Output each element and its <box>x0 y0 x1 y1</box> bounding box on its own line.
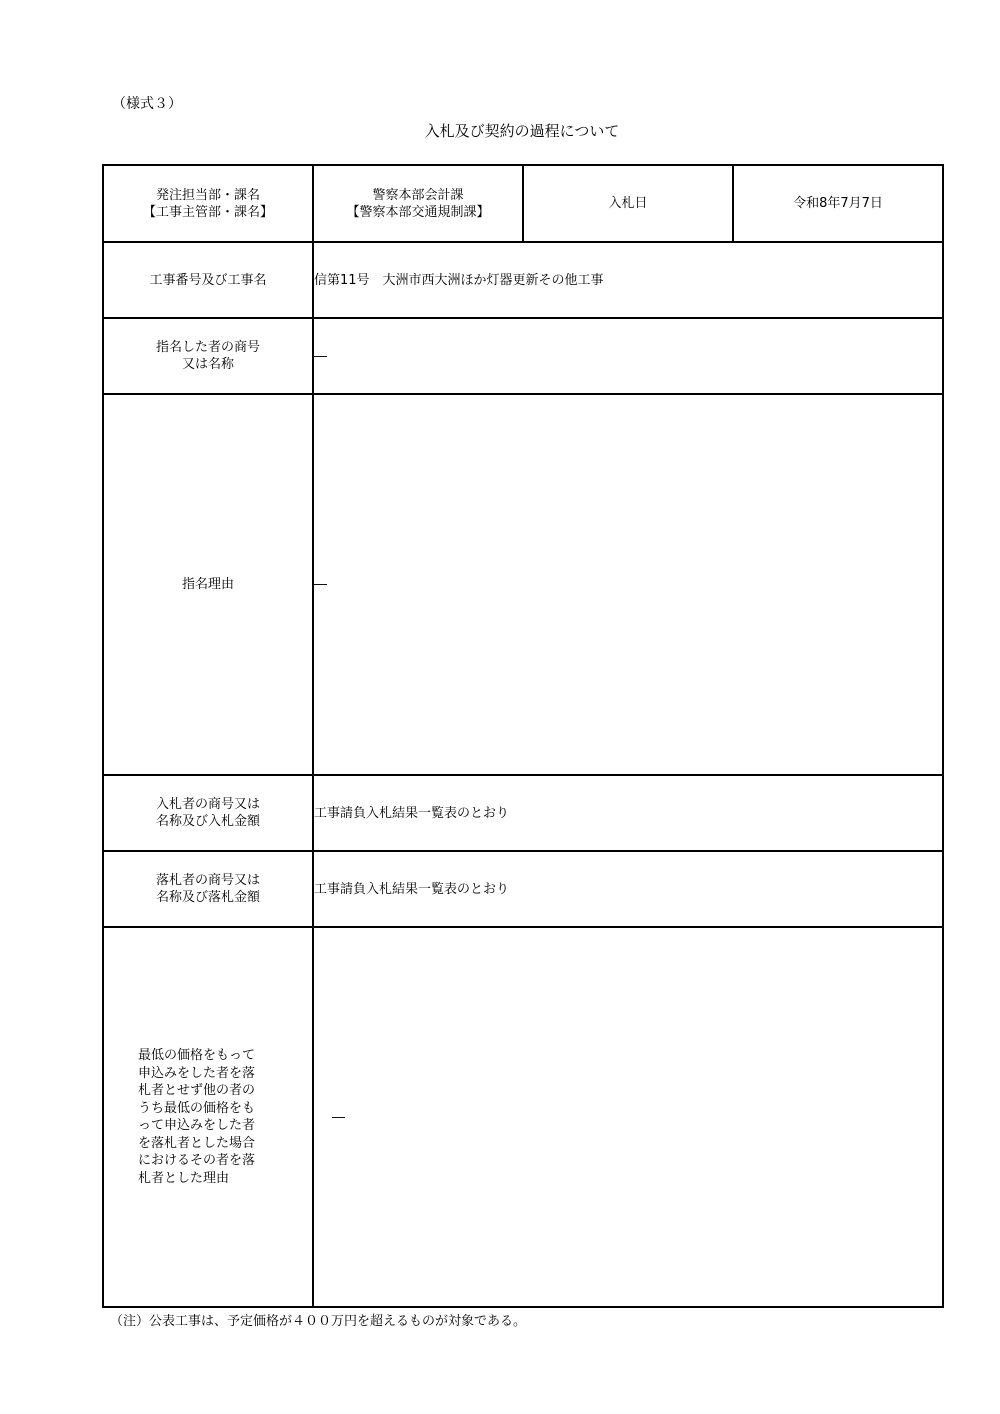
bid-date-label: 入札日 <box>608 196 648 211</box>
exception-label-line-5: って申込みをした者 <box>138 1118 256 1133</box>
exception-label-line-8: 札者とした理由 <box>138 1170 230 1186</box>
dept-value-cell <box>313 165 523 242</box>
dept-label-cell <box>103 165 313 242</box>
exception-label-line-3: 札者とせず他の者の <box>138 1083 256 1098</box>
bidders-value-cell <box>313 775 943 851</box>
winner-label-cell <box>103 851 313 927</box>
bid-date-label-cell <box>523 165 733 242</box>
bidders-row <box>103 775 943 851</box>
winner-row <box>103 851 943 927</box>
exception-label-line-6: を落札者とした場合 <box>138 1135 256 1151</box>
exception-label-cell <box>103 927 313 1307</box>
reason-label-cell <box>103 394 313 775</box>
nominee-row <box>103 318 943 394</box>
reason-value: ― <box>314 577 327 592</box>
footnote: （注）公表工事は、予定価格が４００万円を超えるものが対象である。 <box>110 1314 527 1329</box>
nominee-label-cell <box>103 318 313 394</box>
nominee-label-line-1: 指名した者の商号 <box>155 340 260 355</box>
dept-value-line-1: 警察本部会計課 <box>372 187 464 203</box>
winner-label-line-1: 落札者の商号又は <box>155 873 260 888</box>
form-number-label: （様式３） <box>112 96 182 112</box>
bid-date-value: 令和8年7月7日 <box>793 196 883 211</box>
project-value-cell <box>313 242 943 318</box>
exception-label-line-2: 申込みをした者を落 <box>138 1065 256 1081</box>
department-row <box>103 165 943 242</box>
dept-label-line-2: 【工事主管部・課名】 <box>142 204 273 220</box>
bid-process-table <box>102 164 944 1308</box>
dept-label-line-1: 発注担当部・課名 <box>155 187 260 203</box>
exception-label <box>138 1047 278 1187</box>
reason-value-cell <box>313 394 943 775</box>
exception-value-cell <box>313 927 943 1307</box>
bid-date-value-cell <box>733 165 943 242</box>
bidders-value: 工事請負入札結果一覧表のとおり <box>314 805 510 821</box>
bidders-label-line-1: 入札者の商号又は <box>155 797 260 812</box>
exception-label-line-7: におけるその者を落 <box>138 1153 256 1168</box>
winner-value-cell <box>313 851 943 927</box>
project-row <box>103 242 943 318</box>
reason-row <box>103 394 943 775</box>
nominee-value-cell <box>313 318 943 394</box>
exception-label-line-4: うち最低の価格をも <box>138 1100 256 1116</box>
nominee-label-line-2: 又は名称 <box>181 357 234 372</box>
bidders-label-cell <box>103 775 313 851</box>
nominee-value: ― <box>314 348 327 364</box>
exception-row <box>103 927 943 1307</box>
project-label: 工事番号及び工事名 <box>149 272 267 288</box>
project-label-cell <box>103 242 313 318</box>
dept-value-line-2: 【警察本部交通規制課】 <box>346 204 490 220</box>
reason-label: 指名理由 <box>181 577 234 592</box>
project-value: 信第11号 大洲市西大洲ほか灯器更新その他工事 <box>314 272 604 288</box>
bidders-label-line-2: 名称及び入札金額 <box>155 814 260 829</box>
exception-label-line-1: 最低の価格をもって <box>138 1048 256 1063</box>
document-title: 入札及び契約の過程について <box>424 122 620 140</box>
winner-value: 工事請負入札結果一覧表のとおり <box>314 881 510 897</box>
exception-value: ― <box>332 1109 345 1125</box>
winner-label-line-2: 名称及び落札金額 <box>155 890 260 905</box>
